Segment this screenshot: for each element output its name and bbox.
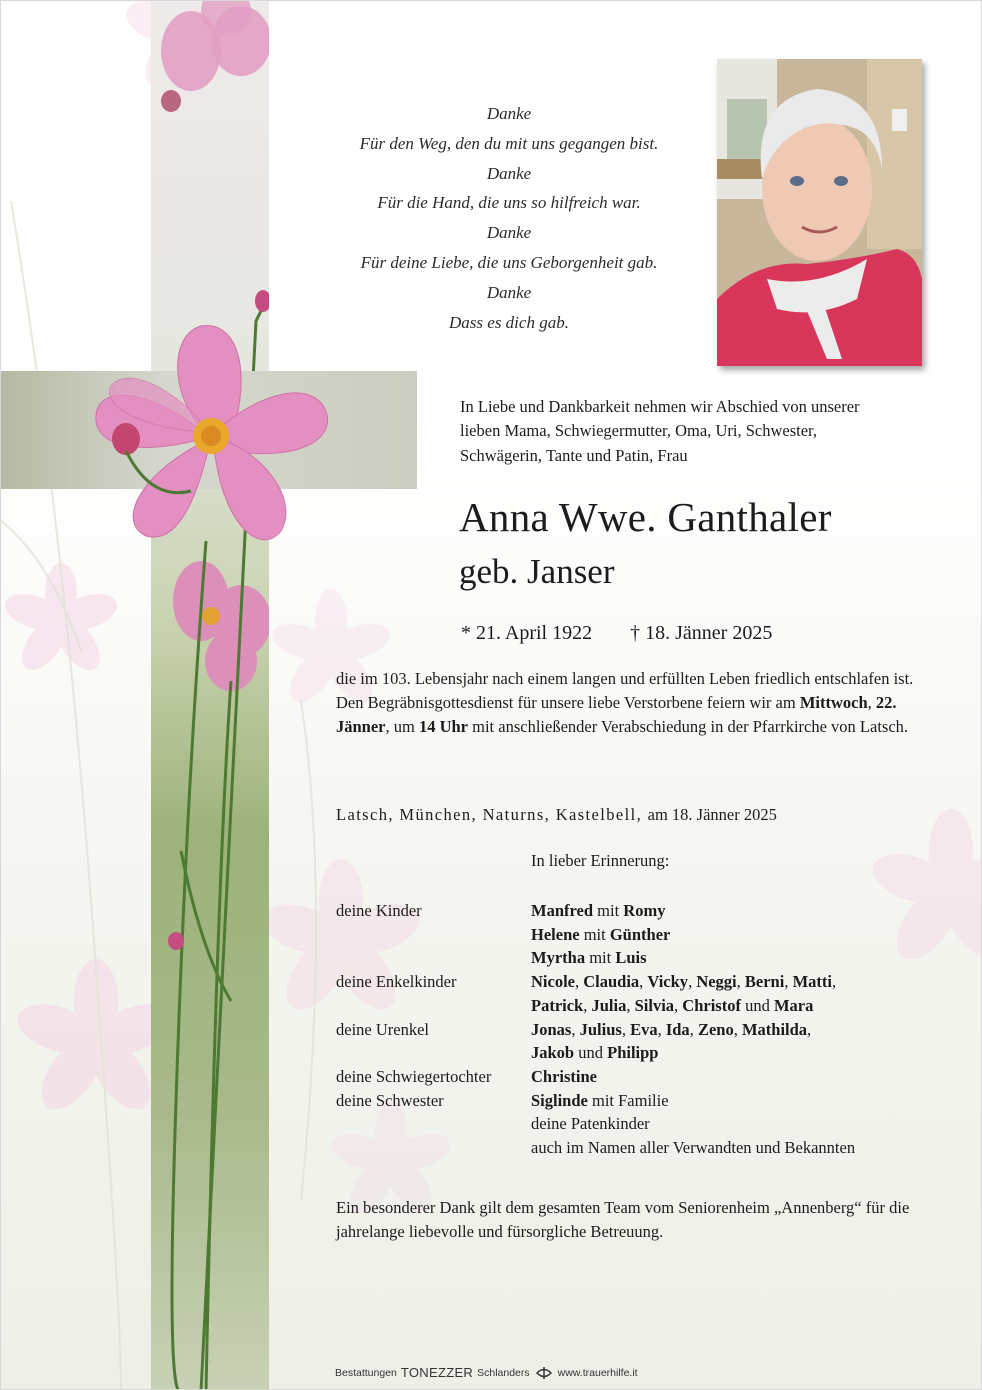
relation-names: [531, 899, 936, 970]
name: Silvia: [634, 995, 675, 1015]
name: Julius: [579, 1019, 622, 1039]
name: Philipp: [607, 1043, 659, 1063]
body-text-part: , um: [385, 716, 415, 736]
cosmos-flower: [81, 301, 341, 571]
relation-label: deine Enkelkinder: [336, 972, 457, 992]
poem-line: Danke: [486, 163, 532, 183]
notice-date: am 18. Jänner 2025: [647, 805, 777, 824]
body-text-part: Den Begräbnisgottesdienst für unsere liebe Verstorbene feiern wir am: [336, 692, 796, 712]
funeral-home-brand: TONEZZER: [400, 1365, 474, 1380]
name: Manfred: [531, 901, 594, 920]
poem-line: Danke: [486, 104, 532, 123]
body-paragraph: [336, 691, 926, 739]
in-memory-heading: In lieber Erinnerung:: [531, 851, 670, 870]
cross-vertical-beam: [151, 1, 269, 1390]
name: Jakob: [531, 1043, 575, 1063]
relation-names: [531, 1089, 936, 1160]
connector: mit: [597, 901, 620, 920]
name: Christof: [682, 995, 741, 1015]
body-text-part: mit anschließender Verabschiedung in der Pfarrkirche von Latsch.: [472, 716, 909, 736]
relation-names: [531, 1065, 936, 1089]
birth-date: * 21. April 1922: [461, 622, 593, 644]
footer: [335, 1365, 638, 1380]
connector: und: [745, 995, 770, 1015]
places: Latsch, München, Naturns, Kastelbell,: [336, 805, 643, 824]
name: Helene: [531, 924, 580, 944]
name: Günther: [609, 924, 671, 944]
relation-names: Nicole, Claudia, Vicky, Neggi, Berni, Matti, Patrick, Julia, Silvia, Christof und Mara: [531, 972, 837, 1015]
place-and-date: [336, 805, 777, 825]
name: Neggi: [696, 972, 737, 992]
trauerhilfe-logo-icon: [534, 1366, 554, 1380]
name: Zeno: [697, 1019, 734, 1039]
name: Julia: [591, 995, 627, 1015]
connector: und: [578, 1043, 603, 1063]
relation-label: deine Schwiegertochter: [336, 1066, 492, 1086]
name: Jonas: [531, 1019, 572, 1039]
connector: mit: [583, 924, 606, 944]
footer-prefix: Bestattungen: [335, 1366, 397, 1379]
funeral-time: 14 Uhr: [418, 716, 469, 736]
death-date: † 18. Jänner 2025: [630, 622, 773, 644]
family-row-daughter-in-law: [336, 1065, 936, 1089]
poem-line: Für den Weg, den du mit uns gegangen bist.: [359, 133, 659, 153]
poem-line: Dass es dich gab.: [449, 312, 569, 332]
connector: mit: [589, 948, 612, 968]
family-row-great-grandchildren: [336, 1018, 936, 1065]
funeral-day: Mittwoch: [799, 692, 868, 712]
poem-line: Danke: [486, 223, 532, 243]
family-row-children: [336, 899, 936, 970]
connector: mit Familie: [591, 1090, 669, 1110]
poem-line: Danke: [486, 282, 532, 302]
family-row-grandchildren: [336, 970, 936, 1017]
portrait-photo: [717, 59, 922, 366]
footer-location: Schlanders: [477, 1366, 530, 1379]
name: Myrtha: [531, 948, 586, 968]
body-text-part: ,: [867, 692, 872, 712]
poem: [301, 99, 717, 337]
relation-label: deine Urenkel: [336, 1019, 429, 1039]
funeral-date: 22. Jänner: [336, 692, 897, 736]
body-line: die im 103. Lebensjahr nach einem langen und erfüllten Leben friedlich entschlafen ist.: [336, 669, 914, 688]
name: Patrick: [531, 995, 584, 1015]
name: Luis: [615, 948, 647, 968]
relatives-note: auch im Namen aller Verwandten und Bekannten: [531, 1138, 856, 1158]
website-link[interactable]: www.trauerhilfe.it: [557, 1366, 638, 1379]
intro-text: In Liebe und Dankbarkeit nehmen wir Abschied von unserer lieben Mama, Schwiegermutter, Oma, Uri, Schwester, Schwägerin, Tante und Patin, Frau: [460, 397, 860, 465]
name: Eva: [630, 1019, 658, 1039]
name: Mathilda: [741, 1019, 808, 1039]
poem-line: Für deine Liebe, die uns Geborgenheit gab.: [360, 252, 658, 272]
deceased-name: Anna Wwe. Ganthaler: [459, 494, 832, 540]
name: Claudia: [583, 972, 640, 992]
family-row-sister: [336, 1089, 936, 1160]
poem-line: Für die Hand, die uns so hilfreich war.: [377, 193, 641, 213]
name: Nicole: [531, 972, 575, 992]
thanks-note: Ein besonderer Dank gilt dem gesamten Team vom Seniorenheim „Annenberg“ für die jahrelange liebevolle und fürsorgliche Betreuung.: [336, 1198, 910, 1241]
relation-label: deine Schwester: [336, 1090, 444, 1110]
name: Vicky: [647, 972, 689, 992]
name: Matti: [792, 972, 832, 992]
godchildren: deine Patenkinder: [531, 1114, 650, 1134]
family-list: [336, 899, 936, 1160]
name: Mara: [773, 995, 814, 1015]
maiden-name: geb. Janser: [459, 552, 615, 591]
relation-names: Jonas, Julius, Eva, Ida, Zeno, Mathilda, Jakob und Philipp: [531, 1019, 812, 1063]
name: Berni: [744, 972, 785, 992]
name: Siglinde: [531, 1090, 588, 1110]
funeral-announcement: [336, 667, 926, 739]
relation-label: deine Kinder: [336, 901, 422, 920]
name: Ida: [665, 1019, 690, 1039]
name: Christine: [531, 1066, 597, 1086]
name: Romy: [623, 901, 666, 920]
life-dates: [461, 620, 772, 646]
